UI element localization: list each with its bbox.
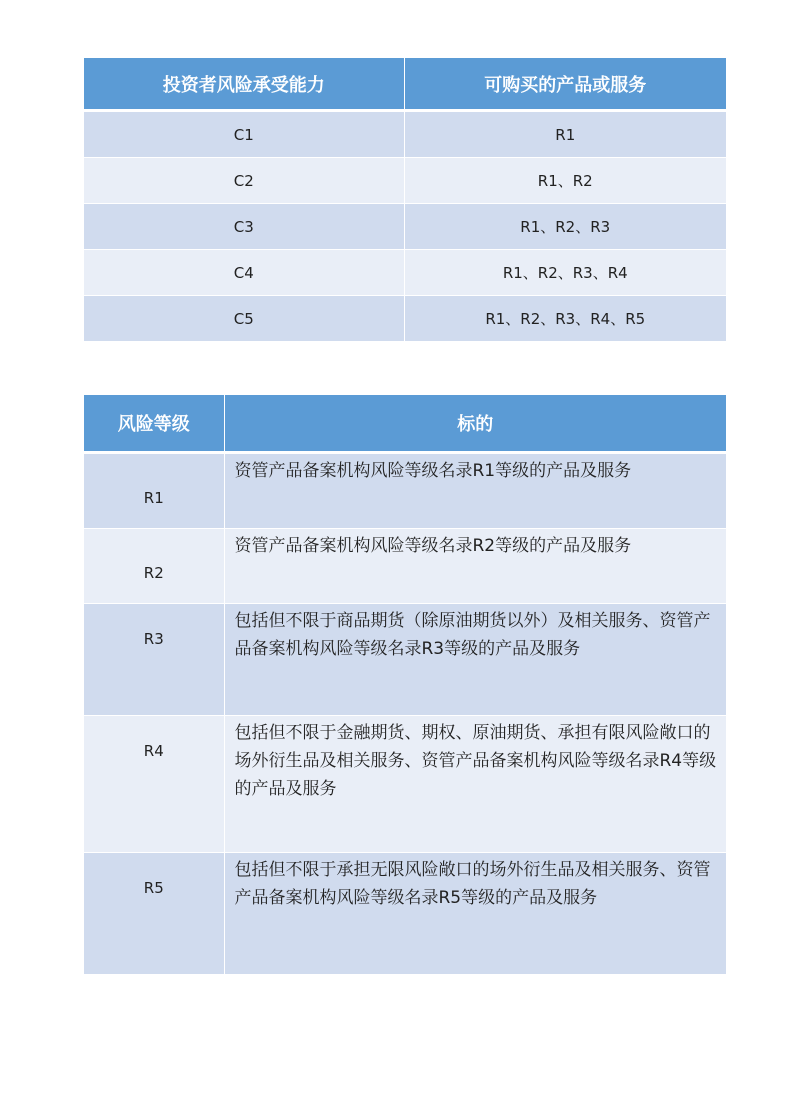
- target-cell: 包括但不限于商品期货（除原油期货以外）及相关服务、资管产品备案机构风险等级名录R3等级的产品及服务: [224, 604, 726, 716]
- risk-header-row: [84, 395, 726, 453]
- products-cell: R1、R2、R3: [404, 204, 726, 250]
- products-cell: R1、R2: [404, 158, 726, 204]
- table-row: [84, 158, 726, 204]
- products-cell: R1、R2、R3、R4、R5: [404, 296, 726, 342]
- risk-level-cell: R1: [84, 453, 224, 529]
- table-row: [84, 204, 726, 250]
- header-purchasable-products: 可购买的产品或服务: [404, 58, 726, 111]
- capacity-cell: C1: [84, 111, 404, 158]
- suitability-table: [84, 58, 726, 342]
- risk-level-cell: R4: [84, 716, 224, 853]
- table-row: [84, 529, 726, 604]
- header-target: 标的: [224, 395, 726, 453]
- table-row: [84, 716, 726, 853]
- table-row: [84, 296, 726, 342]
- risk-level-cell: R3: [84, 604, 224, 716]
- target-cell: 资管产品备案机构风险等级名录R2等级的产品及服务: [224, 529, 726, 604]
- table-row: [84, 250, 726, 296]
- table-row: [84, 111, 726, 158]
- target-cell: 包括但不限于承担无限风险敞口的场外衍生品及相关服务、资管产品备案机构风险等级名录R5等级的产品及服务: [224, 853, 726, 975]
- capacity-cell: C5: [84, 296, 404, 342]
- target-cell: 包括但不限于金融期货、期权、原油期货、承担有限风险敞口的场外衍生品及相关服务、资管产品备案机构风险等级名录R4等级的产品及服务: [224, 716, 726, 853]
- capacity-cell: C2: [84, 158, 404, 204]
- table-row: [84, 453, 726, 529]
- capacity-cell: C4: [84, 250, 404, 296]
- risk-level-cell: R5: [84, 853, 224, 975]
- risk-level-table: [84, 395, 726, 975]
- products-cell: R1: [404, 111, 726, 158]
- table-row: [84, 853, 726, 975]
- header-risk-level: 风险等级: [84, 395, 224, 453]
- header-investor-capacity: 投资者风险承受能力: [84, 58, 404, 111]
- products-cell: R1、R2、R3、R4: [404, 250, 726, 296]
- risk-level-cell: R2: [84, 529, 224, 604]
- table-row: [84, 604, 726, 716]
- capacity-cell: C3: [84, 204, 404, 250]
- target-cell: 资管产品备案机构风险等级名录R1等级的产品及服务: [224, 453, 726, 529]
- suitability-header-row: [84, 58, 726, 111]
